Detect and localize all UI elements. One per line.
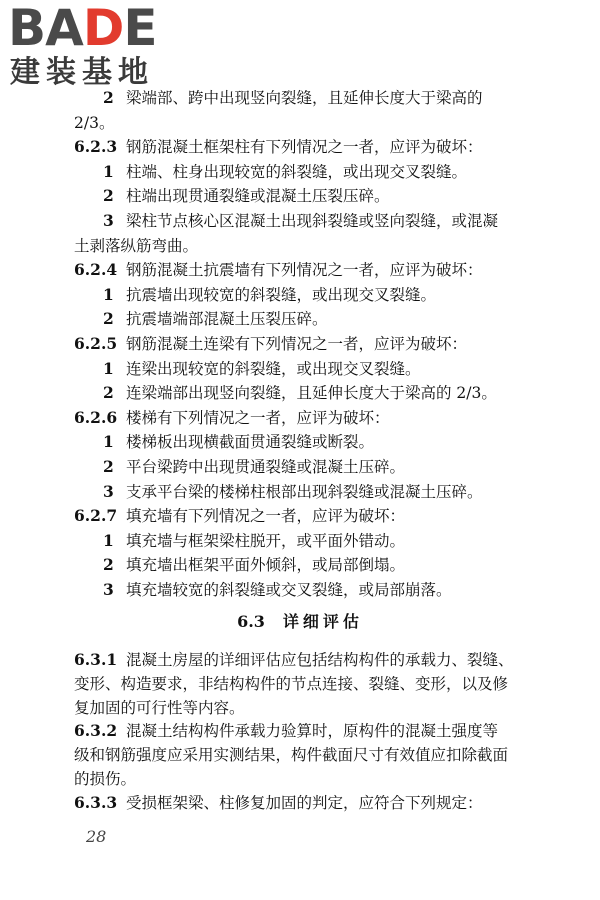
clause-number: 6.3.2 xyxy=(74,721,118,741)
item-text: 柱端出现贯通裂缝或混凝土压裂压碎。 xyxy=(126,187,390,206)
item-text: 柱端、柱身出现较宽的斜裂缝，或出现交叉裂缝。 xyxy=(126,162,468,181)
item-text: 填充墙较宽的斜裂缝或交叉裂缝，或局部崩落。 xyxy=(126,581,452,599)
clause-text: 钢筋混凝土抗震墙有下列情况之一者，应评为破坏： xyxy=(126,261,483,280)
item-text: 填充墙与框架梁柱脱开，或平面外错动。 xyxy=(126,531,406,550)
clause-text: 受损框架梁、柱修复加固的判定，应符合下列规定： xyxy=(126,793,483,812)
item-text: 连梁出现较宽的斜裂缝，或出现交叉裂缝。 xyxy=(126,359,421,378)
clause-text: 混凝土房屋的详细评估应包括结构构件的承载力、裂缝、 xyxy=(126,651,514,669)
item-text: 连梁端部出现竖向裂缝，且延伸长度大于梁高的 2/3。 xyxy=(126,384,497,403)
item-number: 1 xyxy=(103,530,114,550)
brand-wordmark-left: BA xyxy=(8,0,83,57)
item-text: 支承平台梁的楼梯柱根部出现斜裂缝或混凝土压碎。 xyxy=(126,482,483,501)
continuation-line: 级和钢筋强度应采用实测结果，构件截面尺寸有效值应扣除截面 xyxy=(74,746,509,765)
clause-number: 6.3.1 xyxy=(74,650,118,669)
item-text: 梁柱节点核心区混凝土出现斜裂缝或竖向裂缝，或混凝 xyxy=(126,212,499,230)
section-title: 详细评估 xyxy=(282,612,363,631)
brand-wordmark-right: E xyxy=(123,0,157,57)
item-number: 2 xyxy=(103,457,114,476)
item-text: 平台梁跨中出现贯通裂缝或混凝土压碎。 xyxy=(126,458,406,476)
clause-text: 钢筋混凝土框架柱有下列情况之一者，应评为破坏： xyxy=(126,138,483,157)
item-number: 2 xyxy=(103,88,114,107)
clause-number: 6.2.5 xyxy=(74,334,118,353)
section-heading xyxy=(0,609,600,632)
clause-number: 6.2.6 xyxy=(74,407,118,427)
brand-wordmark xyxy=(8,0,157,57)
clause-number: 6.3.3 xyxy=(74,792,118,812)
page-number: 28 xyxy=(86,827,107,846)
brand-logo xyxy=(8,2,188,94)
item-text: 楼梯板出现横截面贯通裂缝或断裂。 xyxy=(126,433,375,452)
clause-text: 填充墙有下列情况之一者，应评为破坏： xyxy=(126,507,406,526)
item-number: 1 xyxy=(103,284,114,304)
item-text: 抗震墙出现较宽的斜裂缝，或出现交叉裂缝。 xyxy=(126,285,437,304)
brand-subtitle: 建装基地 xyxy=(10,55,154,90)
item-number: 2 xyxy=(103,555,114,575)
clause-number: 6.2.7 xyxy=(74,506,118,526)
item-number: 3 xyxy=(103,211,114,230)
clause-text: 混凝土结构构件承载力验算时，原构件的混凝土强度等 xyxy=(126,722,499,741)
brand-wordmark-accent: D xyxy=(82,0,124,57)
clause-text: 楼梯有下列情况之一者，应评为破坏： xyxy=(126,408,390,427)
clause-number: 6.2.3 xyxy=(74,137,118,157)
item-number: 1 xyxy=(103,432,114,452)
item-number: 3 xyxy=(103,481,114,501)
item-number: 2 xyxy=(103,186,114,206)
continuation-line: 土剥落纵筋弯曲。 xyxy=(74,236,199,255)
continuation-line: 复加固的可行性等内容。 xyxy=(74,698,245,717)
continuation-line: 变形、构造要求，非结构构件的节点连接、裂缝、变形，以及修 xyxy=(74,674,509,693)
section-number: 6.3 xyxy=(237,612,265,631)
continuation-line: 的损伤。 xyxy=(74,770,137,788)
clause-number: 6.2.4 xyxy=(74,260,118,280)
item-number: 1 xyxy=(103,161,114,181)
item-text: 梁端部、跨中出现竖向裂缝，且延伸长度大于梁高的 xyxy=(126,89,483,107)
item-number: 1 xyxy=(103,358,114,378)
item-number: 2 xyxy=(103,383,114,403)
item-text: 抗震墙端部混凝土压裂压碎。 xyxy=(126,310,328,329)
continuation-line: 2/3。 xyxy=(74,113,115,132)
item-number: 2 xyxy=(103,309,114,329)
item-text: 填充墙出框架平面外倾斜，或局部倒塌。 xyxy=(126,556,406,575)
item-number: 3 xyxy=(103,580,114,599)
clause-text: 钢筋混凝土连梁有下列情况之一者，应评为破坏： xyxy=(126,335,468,353)
